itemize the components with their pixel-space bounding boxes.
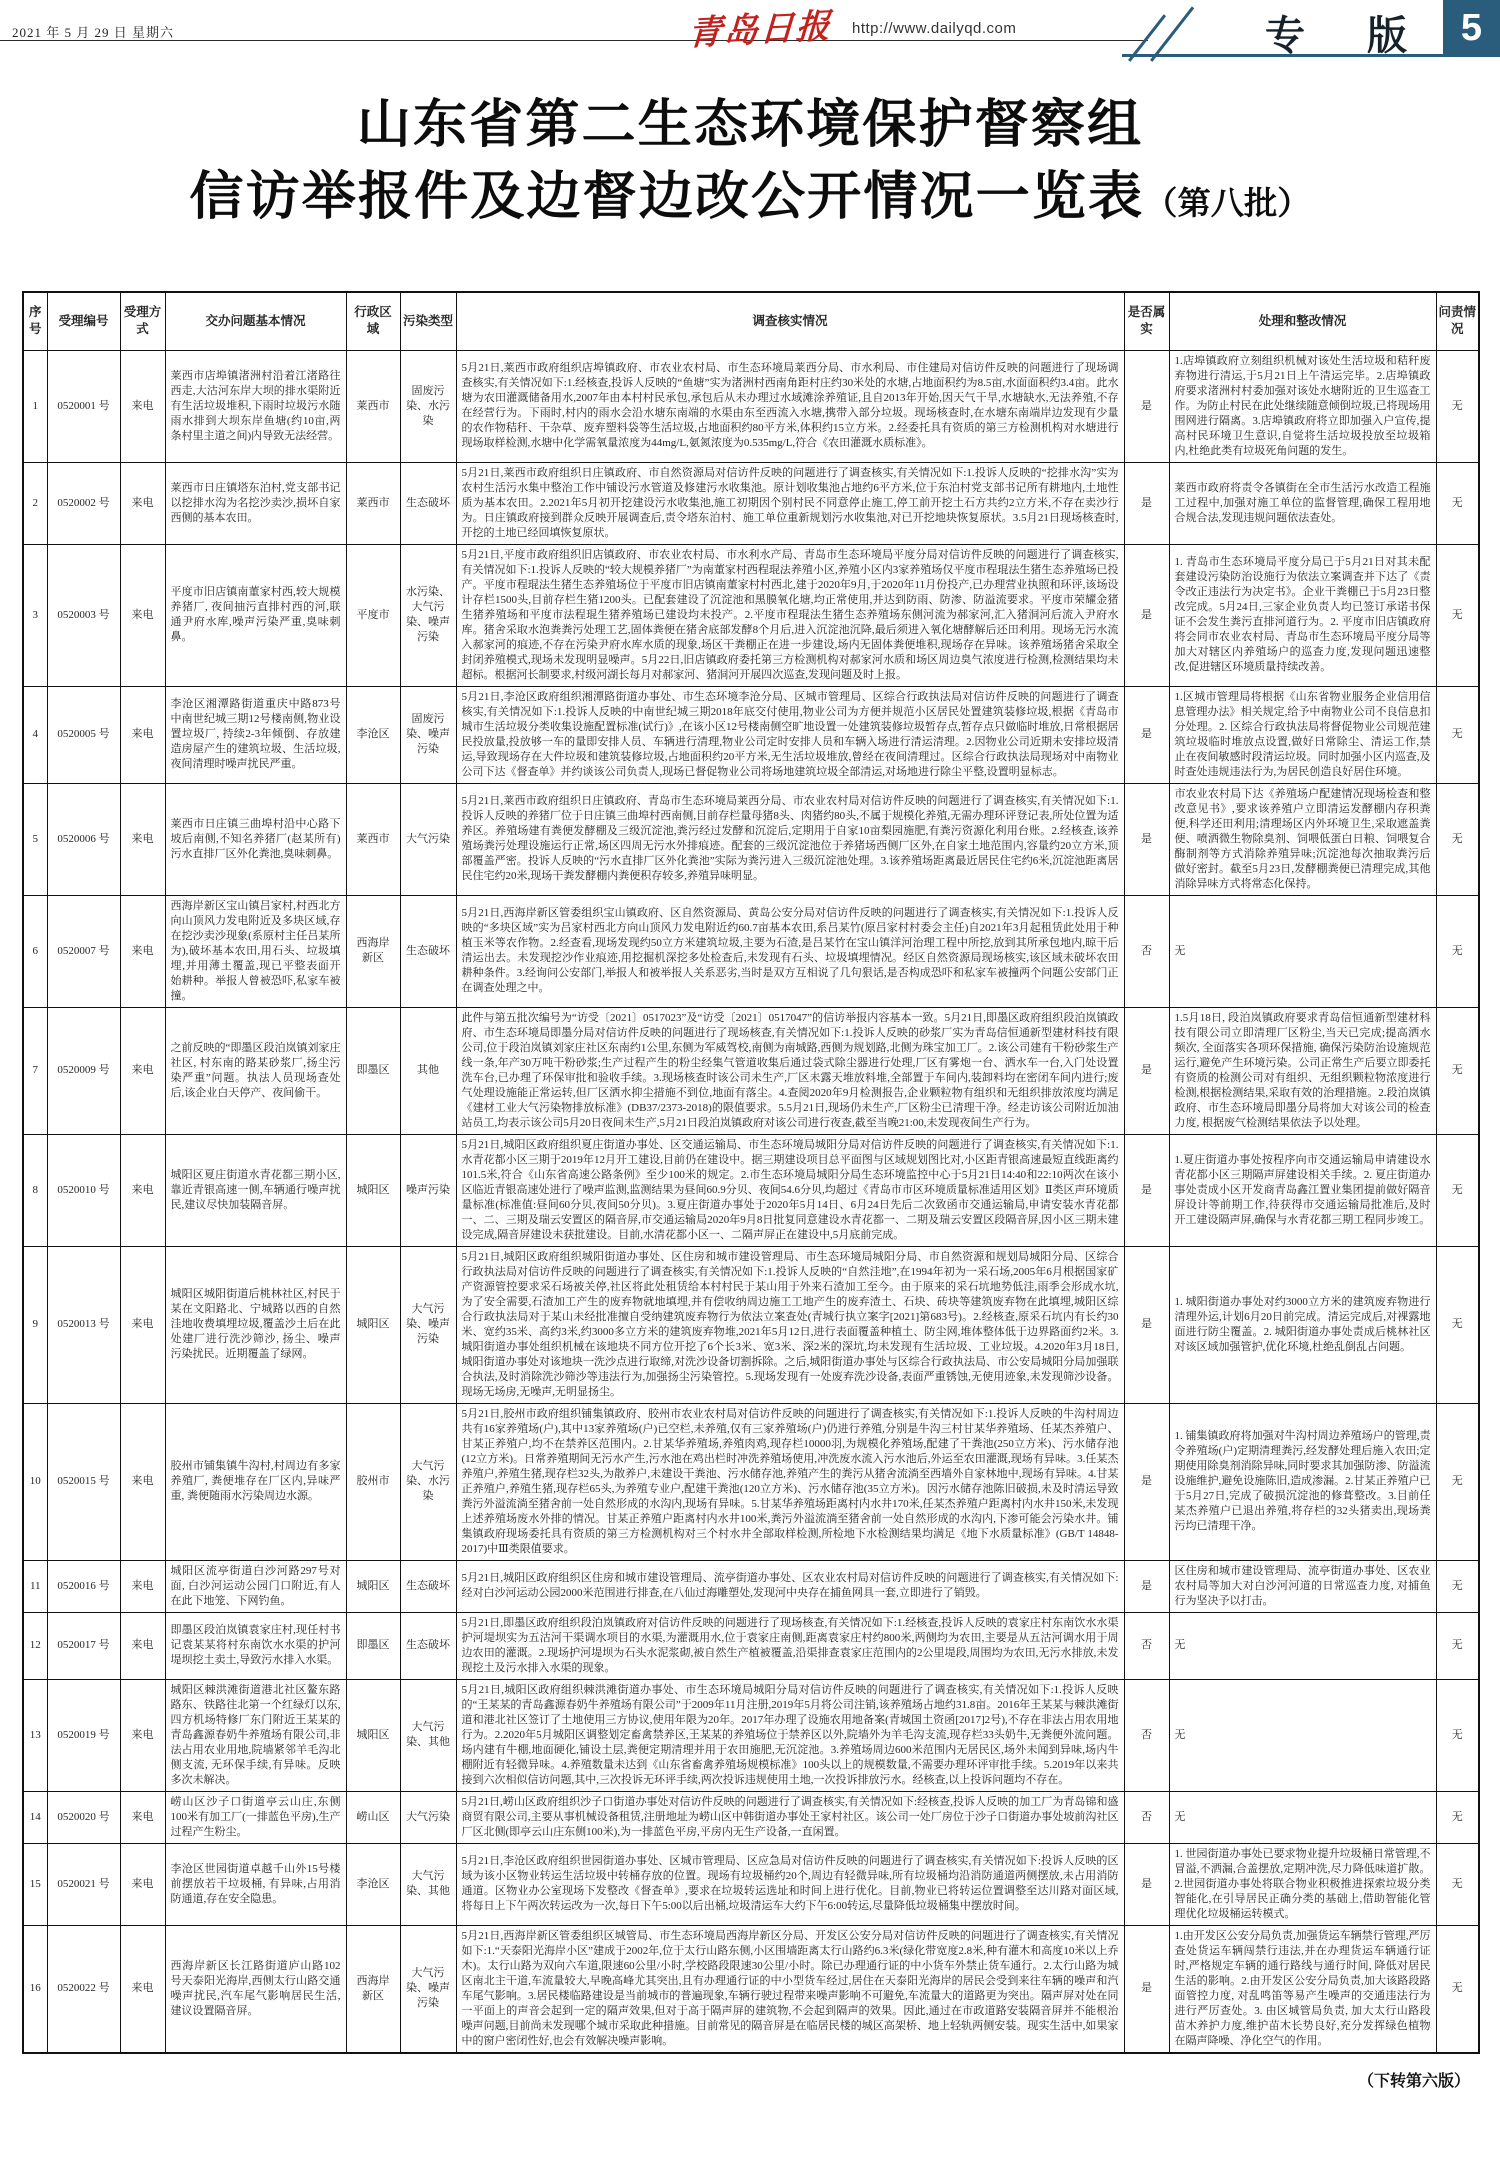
cell-method: 来电 — [120, 895, 165, 1007]
cell-investigation: 5月21日,即墨区政府组织段泊岚镇政府对信访件反映的问题进行了现场核查,有关情况如下:1.经核查,投诉人反映的袁家庄村东南饮水水渠护河堤坝实为五沽河干渠调水项目的水渠,为灌溉用水,位于袁家庄南侧,距离袁家庄村约800米,两侧均为农田,主要是从五沽河调水用于周边农田的灌溉。2.现场护河堤坝为石头水泥浆砌,被自然生产植被覆盖,沿渠排查袁家庄范围内的2公里堤段,周围均为农田,无污水排放,未发现挖土及污水排入水渠的现象。 — [456, 1612, 1124, 1679]
cell-id: 0520015 号 — [47, 1403, 120, 1560]
title-batch: （第八批） — [1144, 185, 1311, 221]
cell-method: 来电 — [120, 783, 165, 895]
cell-method: 来电 — [120, 350, 165, 462]
cell-pollution: 生态破坏 — [400, 462, 456, 544]
cell-pollution: 固废污染、噪声污染 — [400, 686, 456, 783]
cell-region: 城阳区 — [346, 1246, 400, 1403]
table-row — [23, 1134, 1479, 1246]
cell-id: 0520006 号 — [47, 783, 120, 895]
cell-accountability: 无 — [1436, 1791, 1479, 1843]
publication-date: 2021 年 5 月 29 日 星期六 — [12, 25, 175, 40]
cell-no: 16 — [23, 1925, 47, 2053]
cell-method: 来电 — [120, 686, 165, 783]
cell-id: 0520021 号 — [47, 1843, 120, 1925]
table-row — [23, 783, 1479, 895]
cell-investigation: 5月21日,城阳区政府组织区住房和城市建设管理局、流亭街道办事处、区农业农村局对信访件反映的问题进行了调查核实,有关情况如下:经对白沙河运动公园2000米范围进行排查,在八仙过海雕塑处,发现河中央存在捕鱼网具一套,立即进行了销毁。 — [456, 1560, 1124, 1612]
cell-problem: 莱西市日庄镇塔东泊村,党支部书记以挖排水沟为名挖沙卖沙,损坏自家西侧的基本农田。 — [165, 462, 346, 544]
cell-method: 来电 — [120, 462, 165, 544]
cell-pollution: 大气污染 — [400, 783, 456, 895]
cell-id: 0520016 号 — [47, 1560, 120, 1612]
cell-rectification: 1.店埠镇政府立刻组织机械对该处生活垃圾和秸秆废弃物进行清运,于5月21日上午清运完毕。2.店埠镇政府要求渚洲村村委加强对该处水塘附近的卫生巡查工作。为防止村民在此处继续随意倾倒垃圾,已将现场用围网进行隔离。3.店埠镇政府将立即加强入户宣传,提高村民环境卫生意识,自觉将生活垃圾投放至垃圾箱内,杜绝此类有垃圾死角问题的发生。 — [1169, 350, 1436, 462]
cell-no: 9 — [23, 1246, 47, 1403]
cell-method: 来电 — [120, 1843, 165, 1925]
complaints-table — [22, 291, 1480, 2054]
cell-problem: 即墨区段泊岚镇袁家庄村,现任村书记袁某某将村东南饮水水渠的护河堤坝挖土卖土,导致污水排入水渠。 — [165, 1612, 346, 1679]
cell-region: 城阳区 — [346, 1134, 400, 1246]
cell-rectification: 1. 铺集镇政府将加强对牛沟村周边养殖场户的管理,责令养殖场(户)定期清理粪污,经发酵处理后施入农田;定期使用除臭剂消除异味,同时要求其加强防渗、防溢流设施维护,避免设施陈旧,造成渗漏。2.甘某正养殖户已于5月27日,完成了破损沉淀池的修葺整改。3.目前任某杰养殖户已退出养殖,将存栏的32头猪卖出,现场粪污均已清理干净。 — [1169, 1403, 1436, 1560]
cell-problem: 胶州市铺集镇牛沟村,村周边有多家养殖厂, 粪便堆存在厂区内,异味严重, 粪便随雨水污染周边水源。 — [165, 1403, 346, 1560]
cell-investigation: 此件与第五批次编号为“访受〔2021〕0517023”及“访受〔2021〕0517047”的信访举报内容基本一致。5月21日,即墨区政府组织段泊岚镇政府、市生态环境局即墨分局对信访件反映的问题进行了现场核查,有关情况如下:1.投诉人反映的砂浆厂实为青岛信恒通新型建材科技有限公司,位于段泊岚镇刘家庄社区东南约1公里,东侧为军威驾校,南侧为南城路,西侧为规划路,北侧为珠宝加工厂。2.该公司建有干粉砂浆生产线一条,年产30万吨干粉砂浆;生产过程产生的粉尘经集气管道收集后通过袋式除尘器进行处理,厂区有雾炮一台、洒水车一台,入门处设置洗车台,已办理了环保审批和验收手续。3.现场核查时该公司未生产,厂区未露天堆放料堆,全部置于车间内,装卸料均在密闭车间内进行;废气处理设施能正常运转,但厂区洒水抑尘措施不到位,地面有落尘。4.查阅2020年9月检测报告,企业颗粒物有组织和无组织排放浓度均满足《建材工业大气污染物排放标准》(DB37/2373-2018)的限值要求。5.5月21日,现场仍未生产,厂区粉尘已清理干净。经走访该公司附近加油站员工,均表示该公司5月20日夜间未生产,5月21日段泊岚镇政府对该公司进行夜查,截至当晚21:00,未发现夜间生产行为。 — [456, 1007, 1124, 1134]
cell-no: 8 — [23, 1134, 47, 1246]
table-row — [23, 1679, 1479, 1791]
cell-verified: 是 — [1124, 1007, 1169, 1134]
cell-accountability: 无 — [1436, 783, 1479, 895]
cell-investigation: 5月21日,城阳区政府组织城阳街道办事处、区住房和城市建设管理局、市生态环境局城阳分局、市自然资源和规划局城阳分局、区综合行政执法局对信访件反映的问题进行了调查核实,有关情况如下:1.投诉人反映的“自然洼地”,在1994年初为一采石场,2005年6月根据国家矿产资源管控要求采石场被关停,社区将此处租赁给本村村民于某山用于外来石渣加工至今。由于原来的采石坑地势低洼,雨季会形成水坑,为了安全需要,石渣加工产生的废弃物就地填埋,并有偿收纳周边施工工地产生的废弃渣土、石块、砖块等建筑废弃物在此填埋,城阳区综合行政执法局对于某山未经批准擅自受纳建筑废弃物行为依法立案查处(青城行执立案字[2021]第683号)。2.经核查,原采石坑内有长约30米、宽约35米、高约3米,约3000多立方米的建筑废弃物堆,2021年5月12日,进行表面覆盖种植土、防尘网,堆体整体低于边界路面约2米。3.城阳街道办事处组织机械在该地块不同方位开挖了6个长3米、宽3米、深2米的深坑,均未发现有生活垃圾、工业垃圾。4.2020年3月18日,城阳街道办事处对该地块一洗沙点进行取缔,对洗沙设备切割拆除。之后,城阳街道办事处与区综合行政执法局、市公安局城阳分局加强联合执法,及时消除洗沙筛沙等违法行为,加强扬尘污染管控。5.现场发现有一处废弃洗沙设备,表面严重锈蚀,无使用迹象,未发现筛沙设备。现场无场房,无噪声,无明显扬尘。 — [456, 1246, 1124, 1403]
continued-note: （下转第六版） — [1357, 2072, 1470, 2090]
cell-pollution: 大气污染、噪声污染 — [400, 1246, 456, 1403]
cell-region: 莱西市 — [346, 350, 400, 462]
cell-pollution: 大气污染、其他 — [400, 1843, 456, 1925]
cell-pollution: 水污染、大气污染、噪声污染 — [400, 544, 456, 686]
cell-pollution: 大气污染、噪声污染 — [400, 1925, 456, 2053]
cell-no: 6 — [23, 895, 47, 1007]
cell-rectification: 1.夏庄街道办事处按程序向市交通运输局申请建设水青花都小区三期隔声屏建设相关手续。2. 夏庄街道办事处责成小区开发商青岛鑫江置业集团提前做好隔音屏设计等前期工作,待获得市交通运输局批准后,及时开工建设隔声屏,确保与水青花都三期工程同步竣工。 — [1169, 1134, 1436, 1246]
cell-no: 15 — [23, 1843, 47, 1925]
cell-investigation: 5月21日,李沧区政府组织湘潭路街道办事处、市生态环境李沧分局、区城市管理局、区综合行政执法局对信访件反映的问题进行了调查核实,有关情况如下:1.投诉人反映的中南世纪城三期2018年底交付使用,物业公司为方便并规范小区居民处置建筑装修垃圾,根据《青岛市城市生活垃圾分类收集设施配置标准(试行)》,在该小区12号楼南侧空旷地设置一处建筑装修垃圾暂存点,暂存点只做临时堆放,日常根据居民投放量,投放够一车的量即安排人员、车辆进行清理,物业公司定时安排人员和车辆入场进行清运清理。2.因物业公司近期未安排垃圾清运,导致现场存在大件垃圾和建筑装修垃圾,占地面积约20平方米,无生活垃圾堆放,曾经在夜间清理过。区综合行政执法局现场对中南物业公司下达《督查单》并约谈该公司负责人,现场已督促物业公司将场地建筑垃圾全部清运,对场地进行除尘平整,设置明显标志。 — [456, 686, 1124, 783]
cell-rectification: 1.5月18日, 段泊岚镇政府要求青岛信恒通新型建材科技有限公司立即清理厂区粉尘,当天已完成;提高洒水频次, 全面落实各项环保措施, 确保污染防治设施规范运行,避免产生环境污染。公司正常生产后要立即委托有资质的检测公司对有组织、无组织颗粒物浓度进行检测,根据检测结果,采取有效的治理措施。2.段泊岚镇政府、市生态环境局即墨分局将加大对该公司的检查力度, 根据废气检测结果依法予以处理。 — [1169, 1007, 1436, 1134]
cell-id: 0520019 号 — [47, 1679, 120, 1791]
cell-verified: 是 — [1124, 350, 1169, 462]
table-body — [23, 350, 1479, 2053]
table-row — [23, 686, 1479, 783]
page-number: 5 — [1460, 7, 1483, 49]
cell-no: 3 — [23, 544, 47, 686]
masthead — [0, 0, 1500, 58]
cell-investigation: 5月21日,城阳区政府组织棘洪滩街道办事处、市生态环境局城阳分局对信访件反映的问题进行了调查核实,有关情况如下:1.投诉人反映的“王某某的青岛鑫源春奶牛养殖场有限公司”于2009年11月注册,2019年5月将公司注销,该养殖场占地约31.8亩。2016年王某某与棘洪滩街道和港北社区签订了土地使用三方协议,使用年限为20年。2017年办理了设施农用地备案(青城国土资函[2017]2号),不存在非法占用农用地行为。2.2020年5月城阳区调整划定畜禽禁养区,王某某的养殖场位于禁养区以外,院墙外为羊毛沟支流,现存栏33头奶牛,无粪便外流问题。场内建有牛棚,地面硬化,铺设土层,粪便定期清理并用于农田施肥,无沉淀池。3.养殖场周边600米范围内无居民区,场外未闻到异味,场内牛棚附近有轻微异味。4.养殖数量未达到《山东省畜禽养殖场规模标准》100头以上的规模数量,不需要办理环评审批手续。5.2019年以来共接到六次相似信访问题,其中,三次投诉无环评手续,两次投诉违规使用土地,一次投诉排放污水。经核查,以上投诉问题均不存在。 — [456, 1679, 1124, 1791]
cell-rectification: 无 — [1169, 1791, 1436, 1843]
table-row — [23, 1007, 1479, 1134]
cell-pollution: 固废污染、水污染 — [400, 350, 456, 462]
cell-id: 0520010 号 — [47, 1134, 120, 1246]
title-line-2 — [0, 162, 1500, 239]
cell-rectification: 莱西市政府将责令各镇街在全市生活污水改造工程施工过程中,加强对施工单位的监督管理,确保工程用地合规合法,发现违规问题依法查处。 — [1169, 462, 1436, 544]
cell-id: 0520007 号 — [47, 895, 120, 1007]
title-line-2-text: 信访举报件及边督边改公开情况一览表 — [189, 169, 1145, 226]
cell-investigation: 5月21日,莱西市政府组织店埠镇政府、市农业农村局、市生态环境局莱西分局、市水利局、市住建局对信访件反映的问题进行了现场调查核实,有关情况如下:1.经核查,投诉人反映的“鱼塘”实为渚洲村西南角距村庄约30米处的水塘,占地面积约为8.5亩,水面面积约3.4亩。此水塘为农田灌溉储备用水,2007年由本村村民承包,承包后从未办理过水域滩涂养殖证,且自2013年开始,因天气干旱,水塘缺水,无法养殖,不存在经营行为。下雨时,村内的雨水会沿水塘东南端的水渠由东至西流入水塘,携带入部分垃圾。现场核查时,在水塘东南端岸边发现有少量的农作物秸秆、干杂草、废弃塑料袋等生活垃圾,占地面积约80平方米,体积约15立方米。2.经委托具有资质的第三方检测机构对水塘进行现场取样检测,水塘中化学需氧量浓度为44mg/L,氨氮浓度为0.535mg/L,符合《农田灌溉水质标准》。 — [456, 350, 1124, 462]
cell-id: 0520001 号 — [47, 350, 120, 462]
col-header-pollution: 污染类型 — [400, 292, 456, 350]
cell-accountability: 无 — [1436, 1007, 1479, 1134]
cell-rectification: 无 — [1169, 895, 1436, 1007]
cell-accountability: 无 — [1436, 1246, 1479, 1403]
cell-no: 7 — [23, 1007, 47, 1134]
cell-accountability: 无 — [1436, 1612, 1479, 1679]
cell-no: 12 — [23, 1612, 47, 1679]
cell-rectification: 无 — [1169, 1612, 1436, 1679]
cell-accountability: 无 — [1436, 1403, 1479, 1560]
cell-accountability: 无 — [1436, 1134, 1479, 1246]
table-row — [23, 895, 1479, 1007]
table-row — [23, 1925, 1479, 2053]
col-header-method: 受理方式 — [120, 292, 165, 350]
masthead-rule — [0, 40, 1148, 41]
cell-verified: 否 — [1124, 895, 1169, 1007]
cell-rectification: 市农业农村局下达《养殖场户配建情况现场检查和整改意见书》,要求该养殖户立即清运发酵棚内存积粪便,科学还田利用;清理场区内外环境卫生,采取遮盖粪便、喷洒微生物除臭剂、饲喂低蛋白日粮、饲喂复合酶制剂等方式消除养殖异味;沉淀池每次抽取粪污后做好密封。截至5月23日,发酵棚粪便已清理完成,其他消除异味方式将常态化保持。 — [1169, 783, 1436, 895]
cell-rectification: 1.由开发区公安分局负责,加强货运车辆禁行管理,严厉查处货运车辆闯禁行违法,并在办理货运车辆通行证时,严格规定车辆的通行路线与通行时间, 降低对居民生活的影响。2.由开发区公安分局负责,加大该路段路面管控力度, 对乱鸣笛等易产生噪声的交通违法行为进行严厉查处。3. 由区城管局负责, 加大太行山路段苗木养护力度,维护苗木长势良好,充分发挥绿色植物在隔声降噪、净化空气的作用。 — [1169, 1925, 1436, 2053]
table-row — [23, 1560, 1479, 1612]
col-header-investigation: 调查核实情况 — [456, 292, 1124, 350]
col-header-region: 行政区域 — [346, 292, 400, 350]
section-label: 专 版 — [1265, 13, 1433, 58]
cell-method: 来电 — [120, 544, 165, 686]
title-line-1: 山东省第二生态环境保护督察组 — [356, 97, 1144, 154]
col-header-rectification: 处理和整改情况 — [1169, 292, 1436, 350]
cell-problem: 西海岸新区宝山镇吕家村,村西北方向山顶风力发电附近及多块区域,存在挖沙卖沙现象(系原村主任吕某所为),破坏基本农田,用石头、垃圾填埋,并用薄土覆盖,现已平整表面开始耕种。举报人曾被恐吓,私家车被撞。 — [165, 895, 346, 1007]
table-header-row — [23, 292, 1479, 350]
cell-investigation: 5月21日,西海岸新区管委组织宝山镇政府、区自然资源局、黄岛公安分局对信访件反映的问题进行了调查核实,有关情况如下:1.投诉人反映的“多块区域”实为吕家村西北方向山顶风力发电附近约60.7亩基本农田,系吕某竹(原吕家村村委会主任)自2021年3月起租赁此处用于种植玉米等农作物。2.经查看,现场发现约50立方米建筑垃圾,主要为石渣,是吕某竹在宝山镇洋河治理工程中所挖,放到其所承包地内,晾干后清运出去。未发现挖沙作业痕迹,用挖掘机深挖多处检查后,未发现有石头、垃圾填埋情况。经区自然资源局现场核实,该区域未破坏农田耕种条件。3.经询问公安部门,举报人和被举报人关系恶劣,当时是双方互相说了几句狠话,是否构成恐吓和私家车被撞两个问题公安部门正在调查处理之中。 — [456, 895, 1124, 1007]
cell-accountability: 无 — [1436, 1679, 1479, 1791]
cell-investigation: 5月21日,莱西市政府组织日庄镇政府、青岛市生态环境局莱西分局、市农业农村局对信访件反映的问题进行了调查核实,有关情况如下:1.投诉人反映的养猪厂位于日庄镇三曲埠村西南侧,目前存栏量母猪8头、肉猪约80头,不属于规模化养殖,无需办理环评登记表,所处位置为适养区。养殖场建有粪便发酵棚及三级沉淀池,粪污经过发酵和沉淀后,定期用于自家10亩梨园施肥,有粪污资源化利用台账。2.经核查,该养殖场粪污处理设施运行正常,场区四周无污水外排痕迹。配套的三级沉淀池位于养猪场西侧厂区外,在自家土地范围内,容量约20立方米,顶部覆盖严密。投诉人反映的“污水直排厂区外化粪池”实际为粪污进入三级沉淀池处理。3.该养殖场距离最近居民住宅约6米,沉淀池距离居民住宅约20米,现场干粪发酵棚内粪便积存较多,养殖异味明显。 — [456, 783, 1124, 895]
cell-method: 来电 — [120, 1791, 165, 1843]
table-row — [23, 1246, 1479, 1403]
table-row — [23, 1843, 1479, 1925]
cell-no: 11 — [23, 1560, 47, 1612]
cell-no: 13 — [23, 1679, 47, 1791]
table-row — [23, 544, 1479, 686]
cell-no: 1 — [23, 350, 47, 462]
cell-method: 来电 — [120, 1560, 165, 1612]
cell-problem: 西海岸新区长江路街道庐山路102号天泰阳光海岸,西侧太行山路交通噪声扰民,汽车尾气影响居民生活,建议设置隔音屏。 — [165, 1925, 346, 2053]
cell-rectification: 1.区城市管理局将根据《山东省物业服务企业信用信息管理办法》相关规定,给予中南物业公司不良信息扣分处理。2. 区综合行政执法局将督促物业公司规范建筑垃圾临时堆放点设置,做好日常除尘、清运工作,禁止在夜间敏感时段清运垃圾。同时加强小区内巡查,及时查处违规违法行为,为居民创造良好居住环境。 — [1169, 686, 1436, 783]
cell-investigation: 5月21日,西海岸新区管委组织区城管局、市生态环境局西海岸新区分局、开发区公安分局对信访件反映的问题进行了调查核实,有关情况如下:1.“天泰阳光海岸小区”建成于2002年,位于太行山路东侧,小区围墙距离太行山路约6.3米(绿化带宽度2.8米,种有灌木和高度10米以上乔木)。太行山路为双向六车道,限速60公里/小时,学校路段限速30公里/小时。除已办理通行证的中小货车外禁止货车通行。2.太行山路为城区南北主干道,车流量较大,早晚高峰尤其突出,且有办理通行证的中小型货车经过,居住在天泰阳光海岸的居民会受到来往车辆的噪声和汽车尾气影响。3.居民楼临路建设是当前城市的普遍现象,车辆行驶过程带来噪声影响不可避免,车流量大的道路更为突出。隔声屏对处在同一平面上的声音会起到一定的隔声效果,但对于高于隔声屏的建筑物,不会起到隔声的效果。因此,通过在市政道路安装隔音屏并不能根治噪声问题,目前尚未发现哪个城市采取此种措施。目前常见的隔音屏是在临居民楼的城区高架桥、地上轻轨两侧安装。现实生活中,如果家中的窗户密闭性好,也会有效解决噪声影响。 — [456, 1925, 1124, 2053]
cell-accountability: 无 — [1436, 462, 1479, 544]
cell-region: 平度市 — [346, 544, 400, 686]
cell-id: 0520003 号 — [47, 544, 120, 686]
cell-region: 西海岸新区 — [346, 895, 400, 1007]
cell-verified: 是 — [1124, 1560, 1169, 1612]
cell-problem: 李沧区世园街道卓越千山外15号楼前摆放若干垃圾桶, 有异味,占用消防通道,存在安全隐患。 — [165, 1843, 346, 1925]
cell-pollution: 生态破坏 — [400, 1612, 456, 1679]
cell-rectification: 无 — [1169, 1679, 1436, 1791]
col-header-problem: 交办问题基本情况 — [165, 292, 346, 350]
cell-region: 胶州市 — [346, 1403, 400, 1560]
cell-id: 0520013 号 — [47, 1246, 120, 1403]
cell-no: 5 — [23, 783, 47, 895]
cell-region: 李沧区 — [346, 686, 400, 783]
cell-region: 城阳区 — [346, 1560, 400, 1612]
cell-pollution: 噪声污染 — [400, 1134, 456, 1246]
cell-region: 莱西市 — [346, 462, 400, 544]
cell-accountability: 无 — [1436, 544, 1479, 686]
col-header-id: 受理编号 — [47, 292, 120, 350]
cell-no: 2 — [23, 462, 47, 544]
cell-id: 0520009 号 — [47, 1007, 120, 1134]
cell-verified: 是 — [1124, 1843, 1169, 1925]
cell-accountability: 无 — [1436, 686, 1479, 783]
cell-verified: 是 — [1124, 544, 1169, 686]
table-row — [23, 1791, 1479, 1843]
cell-verified: 是 — [1124, 686, 1169, 783]
page-number-box — [1443, 0, 1500, 57]
cell-pollution: 其他 — [400, 1007, 456, 1134]
cell-accountability: 无 — [1436, 1560, 1479, 1612]
cell-rectification: 1. 青岛市生态环境局平度分局已于5月21日对其未配套建设污染防治设施行为依法立案调查并下达了《责令改正违法行为决定书》。企业干粪棚已于5月23日整改完成。5月24日,三家企业负责人均已签订承诺书保证不会发生粪污直排河道行为。2. 平度市旧店镇政府将会同市农业农村局、青岛市生态环境局平度分局等加大对辖区内养殖场户的巡查力度,发现问题迅速整改,促进辖区环境质量持续改善。 — [1169, 544, 1436, 686]
cell-investigation: 5月21日,莱西市政府组织日庄镇政府、市自然资源局对信访件反映的问题进行了调查核实,有关情况如下:1.投诉人反映的“挖排水沟”实为农村生活污水集中整治工作中铺设污水管道及修建污水收集池。原计划收集池占地约6平方米,位于东泊村党支部书记所有耕地内,土地性质为基本农田。2.2021年5月初开挖建设污水收集池,施工初期因个别村民不同意停止施工,停工前开挖土石方共约2立方米,不存在卖沙行为。日庄镇政府接到群众反映开展调查后,责令塔东泊村、施工单位重新规划污水收集池,对已开挖地块恢复原状。3.5月21日现场核查时,开挖的土地已经回填恢复原状。 — [456, 462, 1124, 544]
cell-verified: 是 — [1124, 1246, 1169, 1403]
table-row — [23, 462, 1479, 544]
cell-region: 即墨区 — [346, 1612, 400, 1679]
cell-id: 0520005 号 — [47, 686, 120, 783]
cell-id: 0520002 号 — [47, 462, 120, 544]
cell-method: 来电 — [120, 1612, 165, 1679]
cell-problem: 崂山区沙子口街道亭云山庄,东侧100米有加工厂(一排蓝色平房),生产过程产生粉尘。 — [165, 1791, 346, 1843]
cell-id: 0520017 号 — [47, 1612, 120, 1679]
table-row — [23, 1612, 1479, 1679]
cell-pollution: 大气污染、其他 — [400, 1679, 456, 1791]
col-header-no: 序号 — [23, 292, 47, 350]
cell-region: 即墨区 — [346, 1007, 400, 1134]
cell-problem: 城阳区城阳街道后桃林社区,村民于某在文阳路北、宁城路以西的自然洼地收费填埋垃圾,覆盖沙土后在此处建厂进行洗沙筛沙, 扬尘、噪声污染扰民。近期覆盖了绿网。 — [165, 1246, 346, 1403]
cell-pollution: 大气污染 — [400, 1791, 456, 1843]
cell-problem: 城阳区棘洪滩街道港北社区鳌东路路东、铁路往北第一个红绿灯以东,四方机场特修厂东门附近王某某的青岛鑫源春奶牛养殖场有限公司,非法占用农业用地,院墙紧邻羊毛沟北侧支流, 无环保手续,有异味。反映多次未解决。 — [165, 1679, 346, 1791]
cell-investigation: 5月21日,胶州市政府组织铺集镇政府、胶州市农业农村局对信访件反映的问题进行了调查核实,有关情况如下:1.投诉人反映的牛沟村周边共有16家养殖场(户),其中13家养殖场(户)已空栏,未养殖,仅有三家养殖场(户)仍进行养殖,分别是牛沟三村甘某华养殖场、任某杰养殖户、甘某正养殖户,均不在禁养区范围内。2.甘某华养殖场,养殖肉鸡,现存栏10000羽,为规模化养殖场,配建了干粪池(250立方米)、污水储存池(12立方米)。日常养殖期间无污水产生,污水池在鸡出栏时冲洗养殖场使用,冲洗废水流入污水池后,外运至农田灌溉,现场有异味。3.任某杰养殖户,养殖生猪,现存栏32头,为散养户,未建设干粪池、污水储存池,养殖产生的粪污从猪舍流淌至西墙外自家林地中,现场有异味。4.甘某正养殖户,养殖生猪,现存栏65头,为养殖专业户,配建干粪池(120立方米)、污水储存池(35立方米)。因污水储存池陈旧破损,未及时清运导致粪污外溢流淌至猪舍前一处自然形成的水沟内,现场有异味。5.甘某华养殖场距离村内水井170米,任某杰养殖户距离村内水井150米,未发现上述养殖场废水外排的情况。甘某正养殖户距离村内水井100米,粪污外溢流淌至猪舍前一处自然形成的水沟内,下渗可能会污染水井。铺集镇政府现场委托具有资质的第三方检测机构对三个村水井全部取样检测,所检地下水检测结果均满足《地下水质量标准》(GB/T 14848-2017)中Ⅲ类限值要求。 — [456, 1403, 1124, 1560]
cell-verified: 是 — [1124, 1134, 1169, 1246]
cell-verified: 否 — [1124, 1679, 1169, 1791]
cell-verified: 是 — [1124, 1403, 1169, 1560]
cell-id: 0520022 号 — [47, 1925, 120, 2053]
cell-accountability: 无 — [1436, 1925, 1479, 2053]
cell-problem: 城阳区流亭街道白沙河路297号对面, 白沙河运动公园门口附近,有人在此下地笼、下网钓鱼。 — [165, 1560, 346, 1612]
cell-verified: 是 — [1124, 783, 1169, 895]
table-row — [23, 350, 1479, 462]
website-url[interactable]: http://www.dailyqd.com — [852, 20, 1017, 37]
cell-accountability: 无 — [1436, 350, 1479, 462]
cell-pollution: 生态破坏 — [400, 1560, 456, 1612]
cell-problem: 莱西市日庄镇三曲埠村沿中心路下坡后南侧,不知名养猪厂(赵某所有)污水直排厂区外化粪池,臭味刺鼻。 — [165, 783, 346, 895]
cell-method: 来电 — [120, 1134, 165, 1246]
cell-rectification: 1. 城阳街道办事处对约3000立方米的建筑废弃物进行清理外运,计划6月20日前完成。清运完成后,对裸露地面进行防尘覆盖。2. 城阳街道办事处责成后桃林社区对该区域加强管护,优化环境,杜绝乱倒乱占问题。 — [1169, 1246, 1436, 1403]
page-footer — [0, 2068, 1470, 2091]
cell-no: 14 — [23, 1791, 47, 1843]
cell-pollution: 大气污染、水污染 — [400, 1403, 456, 1560]
cell-method: 来电 — [120, 1246, 165, 1403]
cell-method: 来电 — [120, 1007, 165, 1134]
cell-pollution: 生态破坏 — [400, 895, 456, 1007]
report-table-wrap — [22, 291, 1478, 2054]
cell-investigation: 5月21日,城阳区政府组织夏庄街道办事处、区交通运输局、市生态环境局城阳分局对信访件反映的问题进行了调查核实,有关情况如下:1.水青花都小区三期于2019年12月开工建设,目前仍在建设中。据三期建设项目总平面图与区域规划图比对,小区距青银高速最短直线距离约101.5米,符合《山东省高速公路条例》至少100米的规定。2.市生态环境局城阳分局生态环境监控中心于5月21日14:40和22:10两次在该小区临近青银高速处进行了噪声监测,监测结果为昼间60.9分贝、夜间54.6分贝,均超过《青岛市市区环境质量标准适用区划》Ⅱ类区声环境质量标准(标准值:昼间60分贝,夜间50分贝)。3.夏庄街道办事处于2020年5月14日、6月24日先后二次致函市交通运输局,申请安装水青花都一、二、三期及瑞云安置区的隔音屏,市交通运输局2020年9月8日批复同意建设水青花都一、二期及瑞云安置区段隔音屏,因小区三期未建设完成,隔音屏建设未获批建设。目前,水清花都小区一、二隔声屏正在建设中,5月底前完成。 — [456, 1134, 1124, 1246]
cell-problem: 平度市旧店镇南董家村西,较大规模养猪厂, 夜间抽污直排村西的河,联通尹府水库,噪声污染严重,臭味刺鼻。 — [165, 544, 346, 686]
cell-id: 0520020 号 — [47, 1791, 120, 1843]
cell-verified: 是 — [1124, 1925, 1169, 2053]
article-title — [0, 90, 1500, 239]
cell-problem: 李沧区湘潭路街道重庆中路873号中南世纪城三期12号楼南侧,物业设置垃圾厂, 持续2-3年倾倒、存放建造房屋产生的建筑垃圾、生活垃圾,夜间清理时噪声扰民严重。 — [165, 686, 346, 783]
cell-region: 城阳区 — [346, 1679, 400, 1791]
cell-method: 来电 — [120, 1925, 165, 2053]
newspaper-logo: 青岛日报 — [686, 6, 833, 54]
cell-rectification: 区住房和城市建设管理局、流亭街道办事处、区农业农村局等加大对白沙河河道的日常巡查力度, 对捕鱼行为坚决予以打击。 — [1169, 1560, 1436, 1612]
cell-verified: 是 — [1124, 462, 1169, 544]
cell-accountability: 无 — [1436, 1843, 1479, 1925]
table-row — [23, 1403, 1479, 1560]
cell-accountability: 无 — [1436, 895, 1479, 1007]
cell-problem: 之前反映的“即墨区段泊岚镇刘家庄社区, 村东南的路某砂浆厂,扬尘污染严重”问题。执法人员现场查处后,该企业白天停产、夜间偷干。 — [165, 1007, 346, 1134]
cell-no: 4 — [23, 686, 47, 783]
cell-method: 来电 — [120, 1403, 165, 1560]
cell-verified: 否 — [1124, 1791, 1169, 1843]
col-header-verified: 是否属实 — [1124, 292, 1169, 350]
cell-investigation: 5月21日,平度市政府组织旧店镇政府、市农业农村局、市水利水产局、青岛市生态环境局平度分局对信访件反映的问题进行了调查核实,有关情况如下:1.投诉人反映的“较大规模养猪厂”为南董家村西程琨法养殖小区,养殖小区内3家养殖场仅平度市程琨法生猪生态养殖场已投产。平度市程琨法生猪生态养殖场位于平度市旧店镇南董家村村西北,建于2020年9月,于2020年11月份投产,已办理营业执照和环评,该场设计存栏1500头,目前存栏生猪1200头。已配套建设了沉淀池和黑膜氧化塘,均正常使用,并达到防雨、防渗、防溢流要求。平度市荣耀金猪生猪养殖场和平度市法程琨生猪养殖场已建设均未投产。2.平度市程琨法生猪生态养殖场东侧河流为郝家河,汇入猪洞河后流入尹府水库。猪舍采取水泡粪粪污处理工艺,固体粪便在猪舍底部发酵8个月后,进入沉淀池沉降,最后须进入氧化塘酵解后还田利用。现场无污水流入郝家河的痕迹,不存在污染尹府水库水质的现象,场区干粪棚正在进一步建设,场内无固体粪便堆积,现场存在异味。该养殖场猪舍采取全封闭养殖模式,现场未发现明显噪声。5月22日,旧店镇政府委托第三方检测机构对郝家河水质和场区周边臭气浓度进行检测,检测结果均未超标。根据河长制要求,村级河湖长每月对郝家河、猪洞河开展四次巡查,发现问题及时上报。 — [456, 544, 1124, 686]
cell-problem: 莱西市店埠镇渚洲村沿着江渚路往西走,大沽河东岸大坝的排水渠附近有生活垃圾堆积,下雨时垃圾污水随雨水排到大坝东岸鱼塘(约10亩,两条村里主道之间)内导致无法经营。 — [165, 350, 346, 462]
cell-region: 莱西市 — [346, 783, 400, 895]
cell-region: 崂山区 — [346, 1791, 400, 1843]
col-header-accountability: 问责情况 — [1436, 292, 1479, 350]
cell-investigation: 5月21日,崂山区政府组织沙子口街道办事处对信访件反映的问题进行了调查核实,有关情况如下:经核查,投诉人反映的加工厂为青岛锦和盛商贸有限公司,主要从事机械设备租赁,注册地址为崂山区中韩街道办事处王家村社区。该公司一处厂房位于沙子口街道办事处坡前沟社区厂区北侧(即亭云山庄东侧100米),为一排蓝色平房,平房内无生产设备,一直闲置。 — [456, 1791, 1124, 1843]
cell-region: 西海岸新区 — [346, 1925, 400, 2053]
cell-method: 来电 — [120, 1679, 165, 1791]
cell-no: 10 — [23, 1403, 47, 1560]
cell-problem: 城阳区夏庄街道水青花都三期小区,靠近青银高速一侧,车辆通行噪声扰民,建议尽快加装隔音屏。 — [165, 1134, 346, 1246]
cell-verified: 否 — [1124, 1612, 1169, 1679]
cell-investigation: 5月21日,李沧区政府组织世园街道办事处、区城市管理局、区应急局对信访件反映的问题进行了调查核实,有关情况如下:投诉人反映的区域为该小区物业转运生活垃圾中转桶存放的位置。现场有垃圾桶约20个,周边有轻微异味,所有垃圾桶均沿消防通道两侧摆放,未占用消防通道。区物业办公室现场下发整改《督查单》,要求在垃圾转运选址和时间上进行优化。目前,物业已将转运位置调整至达川路对面区域,将每日上下午两次转运改为一次,每日下午5:00以后出桶,垃圾清运车大约下午6:00转运,尽量降低垃圾桶集中摆放时间。 — [456, 1843, 1124, 1925]
cell-rectification: 1. 世园街道办事处已要求物业提升垃圾桶日常管理,不冒溢,不洒漏,合盖摆放,定期冲洗,尽力降低味道扩散。2.世园街道办事处将联合物业积极推进探索垃圾分类智能化,在引导居民正确分类的基础上,借助智能化管理优化垃圾桶运转模式。 — [1169, 1843, 1436, 1925]
cell-region: 李沧区 — [346, 1843, 400, 1925]
